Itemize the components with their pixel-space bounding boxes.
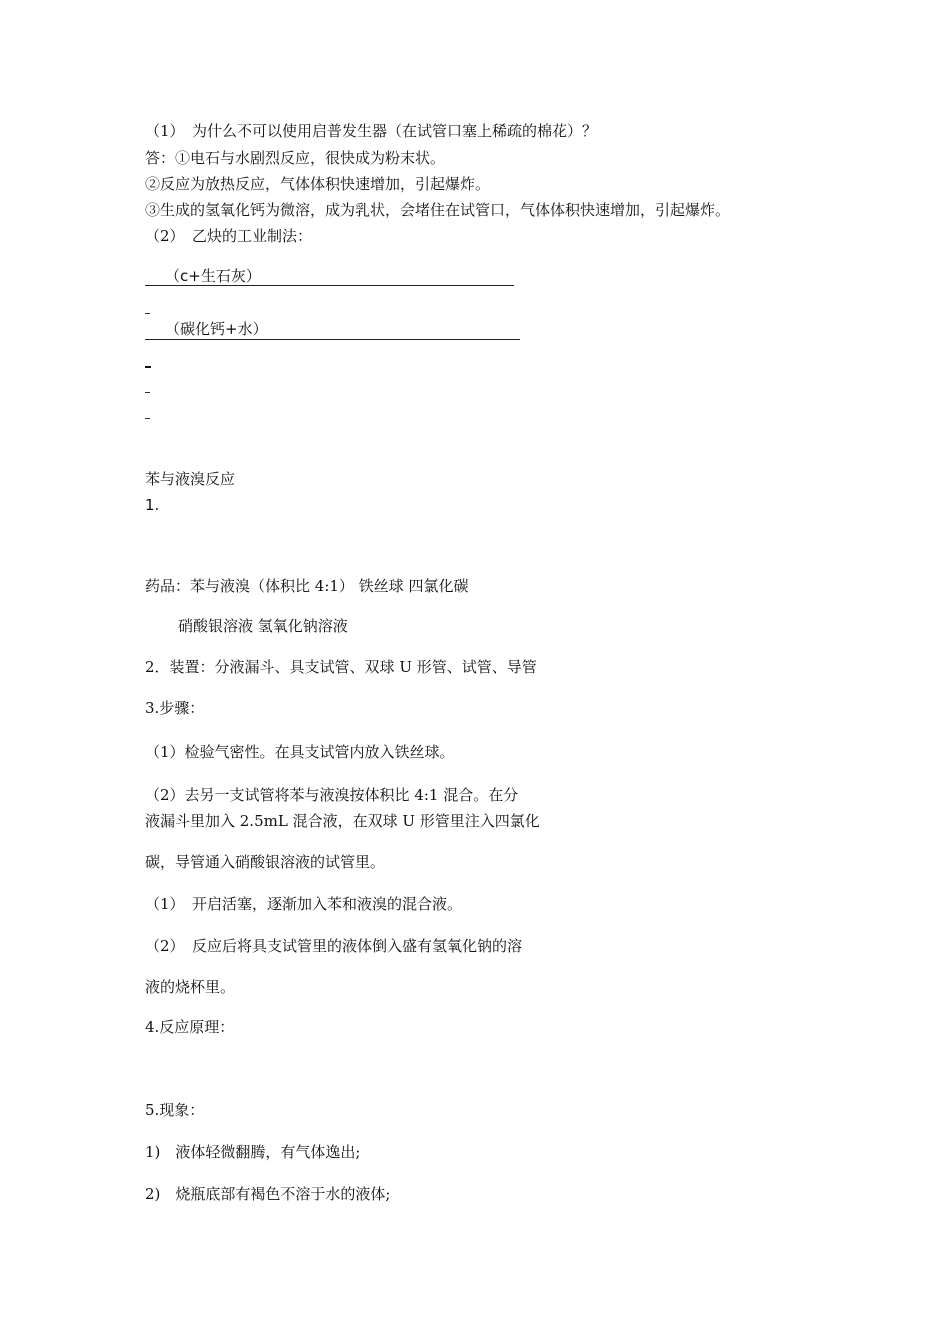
- industrial-line-1-rule: [145, 285, 514, 286]
- answer-line-1: 答：①电石与水剧烈反应，很快成为粉末状。: [145, 149, 446, 167]
- phenomenon-2: 2) 烧瓶底部有褐色不溶于水的液体;: [145, 1185, 391, 1203]
- step-3: （1） 开启活塞，逐渐加入苯和液溴的混合液。: [145, 895, 463, 913]
- apparatus-line: 2．装置：分液漏斗、具支试管、双球 U 形管、试管、导管: [145, 658, 537, 676]
- reagents-line-2: 硝酸银溶液 氢氧化钠溶液: [178, 617, 348, 635]
- reagents-line: 药品：苯与液溴（体积比 4:1） 铁丝球 四氯化碳: [145, 577, 469, 595]
- blank-mark: [145, 366, 151, 368]
- answer-line-3: ③生成的氢氧化钙为微溶，成为乳状，会堵住在试管口，气体体积快速增加，引起爆炸。: [145, 201, 731, 219]
- step-2-line-2: 液漏斗里加入 2.5mL 混合液，在双球 U 形管里注入四氯化: [145, 812, 540, 830]
- blank-mark: [145, 313, 150, 314]
- section-title: 苯与液溴反应: [145, 470, 236, 488]
- item-number-1: 1.: [145, 496, 160, 514]
- step-1: （1）检验气密性。在具支试管内放入铁丝球。: [145, 743, 455, 761]
- industrial-line-1-text: （c+生石灰）: [165, 267, 261, 285]
- step-2-line-1: （2）去另一支试管将苯与液溴按体积比 4:1 混合。在分: [145, 786, 519, 804]
- question-2: （2） 乙炔的工业制法：: [145, 227, 313, 245]
- industrial-line-2-text: （碳化钙+水）: [165, 320, 268, 338]
- answer-line-2: ②反应为放热反应，气体体积快速增加，引起爆炸。: [145, 175, 491, 193]
- industrial-line-2-rule: [145, 339, 520, 340]
- steps-heading: 3.步骤：: [145, 699, 205, 717]
- phenomenon-1: 1) 液体轻微翻腾，有气体逸出;: [145, 1143, 361, 1161]
- blank-mark: [145, 418, 150, 419]
- blank-mark: [145, 392, 150, 393]
- question-1: （1） 为什么不可以使用启普发生器（在试管口塞上稀疏的棉花）？: [145, 122, 598, 140]
- step-4-line-2: 液的烧杯里。: [145, 978, 236, 996]
- step-2-line-3: 碳，导管通入硝酸银溶液的试管里。: [145, 853, 386, 871]
- phenomena-heading: 5.现象：: [145, 1101, 205, 1119]
- principle-heading: 4.反应原理：: [145, 1018, 235, 1036]
- step-4-line-1: （2） 反应后将具支试管里的液体倒入盛有氢氧化钠的溶: [145, 937, 523, 955]
